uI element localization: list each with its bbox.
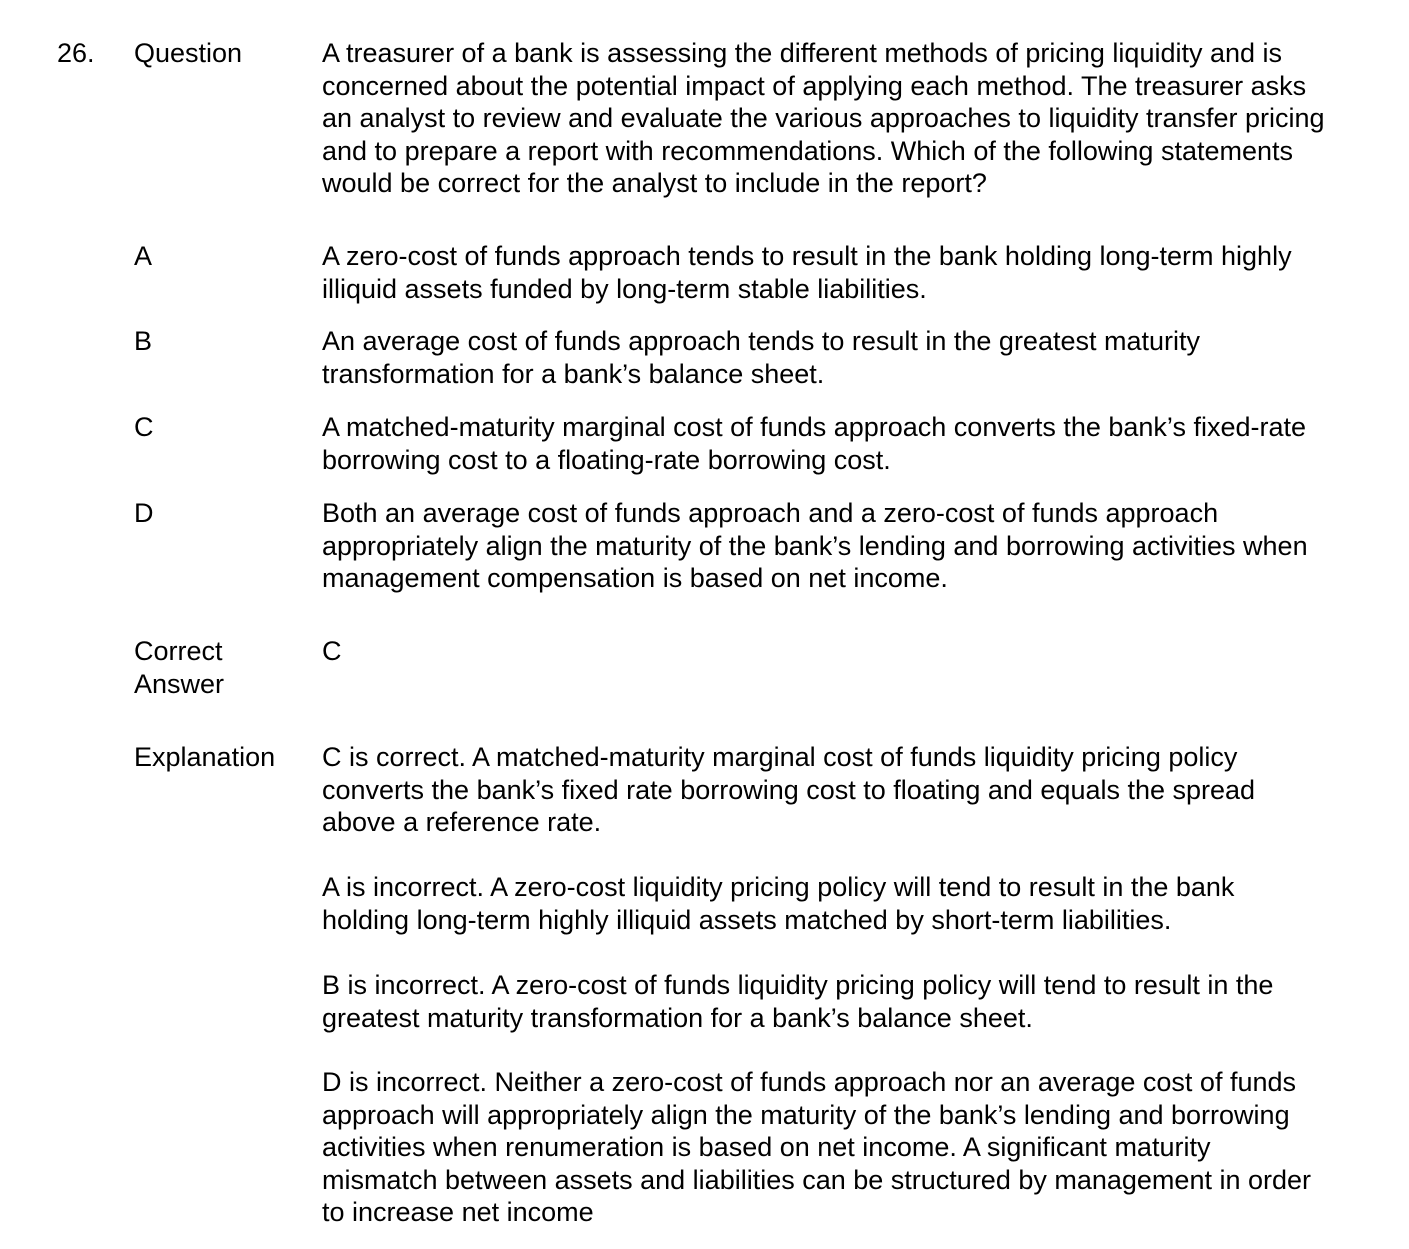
option-d-letter: D: [134, 498, 154, 528]
explanation-line: mismatch between assets and liabilities can be structured by management in order: [322, 1164, 1312, 1195]
explanation-line: A is incorrect. A zero-cost liquidity pricing policy will tend to result in the bank: [322, 872, 1235, 902]
correct-answer-label-line: Answer: [134, 668, 225, 699]
option-a-letter: A: [134, 241, 153, 271]
option-line: An average cost of funds approach tends to result in the greatest maturity: [322, 326, 1201, 356]
option-line: A matched-maturity marginal cost of funds approach converts the bank’s fixed-rate: [322, 412, 1306, 442]
explanation-paragraph-b: [322, 969, 1392, 1034]
option-a-text: [322, 240, 1392, 305]
explanation-line: C is correct. A matched-maturity marginal cost of funds liquidity pricing policy: [322, 742, 1238, 772]
explanation-line: D is incorrect. Neither a zero-cost of funds approach nor an average cost of funds: [322, 1067, 1297, 1097]
correct-answer-label-line: Correct: [134, 636, 223, 666]
option-d-text: [322, 497, 1392, 595]
correct-answer-label: [134, 635, 224, 700]
question-line: concerned about the potential impact of applying each method. The treasurer asks: [322, 70, 1307, 101]
option-line: management compensation is based on net income.: [322, 563, 948, 594]
option-c-text: [322, 411, 1392, 476]
explanation-line: approach will appropriately align the maturity of the bank’s lending and borrowing: [322, 1099, 1290, 1130]
explanation-paragraph-c: [322, 741, 1392, 839]
question-line: an analyst to review and evaluate the various approaches to liquidity transfer pricing: [322, 103, 1325, 134]
question-text: [322, 37, 1392, 200]
explanation-line: greatest maturity transformation for a bank’s balance sheet.: [322, 1002, 1033, 1033]
explanation-paragraph-a: [322, 871, 1392, 936]
explanation-line: activities when renumeration is based on net income. A significant maturity: [322, 1132, 1211, 1163]
question-number: 26.: [57, 38, 95, 68]
option-line: Both an average cost of funds approach and a zero-cost of funds approach: [322, 498, 1219, 528]
explanation-line: to increase net income: [322, 1197, 594, 1228]
explanation-line: above a reference rate.: [322, 807, 602, 838]
explanation-label: Explanation: [134, 742, 276, 772]
option-line: appropriately align the maturity of the bank’s lending and borrowing activities when: [322, 530, 1308, 561]
question-line: and to prepare a report with recommendations. Which of the following statements: [322, 135, 1293, 166]
question-line: A treasurer of a bank is assessing the different methods of pricing liquidity and is: [322, 38, 1283, 68]
option-line: illiquid assets funded by long-term stable liabilities.: [322, 273, 927, 304]
correct-answer-value: C: [322, 636, 342, 666]
option-b-text: [322, 325, 1392, 390]
option-line: A zero-cost of funds approach tends to result in the bank holding long-term highly: [322, 241, 1292, 271]
explanation-line: B is incorrect. A zero-cost of funds liquidity pricing policy will tend to result in the: [322, 970, 1274, 1000]
option-line: transformation for a bank’s balance sheet.: [322, 358, 825, 389]
explanation-line: holding long-term highly illiquid assets matched by short-term liabilities.: [322, 904, 1172, 935]
question-label: Question: [134, 38, 243, 68]
explanation-paragraph-d: [322, 1066, 1392, 1229]
option-b-letter: B: [134, 326, 153, 356]
option-line: borrowing cost to a floating-rate borrowing cost.: [322, 444, 891, 475]
explanation-line: converts the bank’s fixed rate borrowing cost to floating and equals the spread: [322, 774, 1256, 805]
option-c-letter: C: [134, 412, 154, 442]
question-line: would be correct for the analyst to include in the report?: [322, 168, 987, 199]
